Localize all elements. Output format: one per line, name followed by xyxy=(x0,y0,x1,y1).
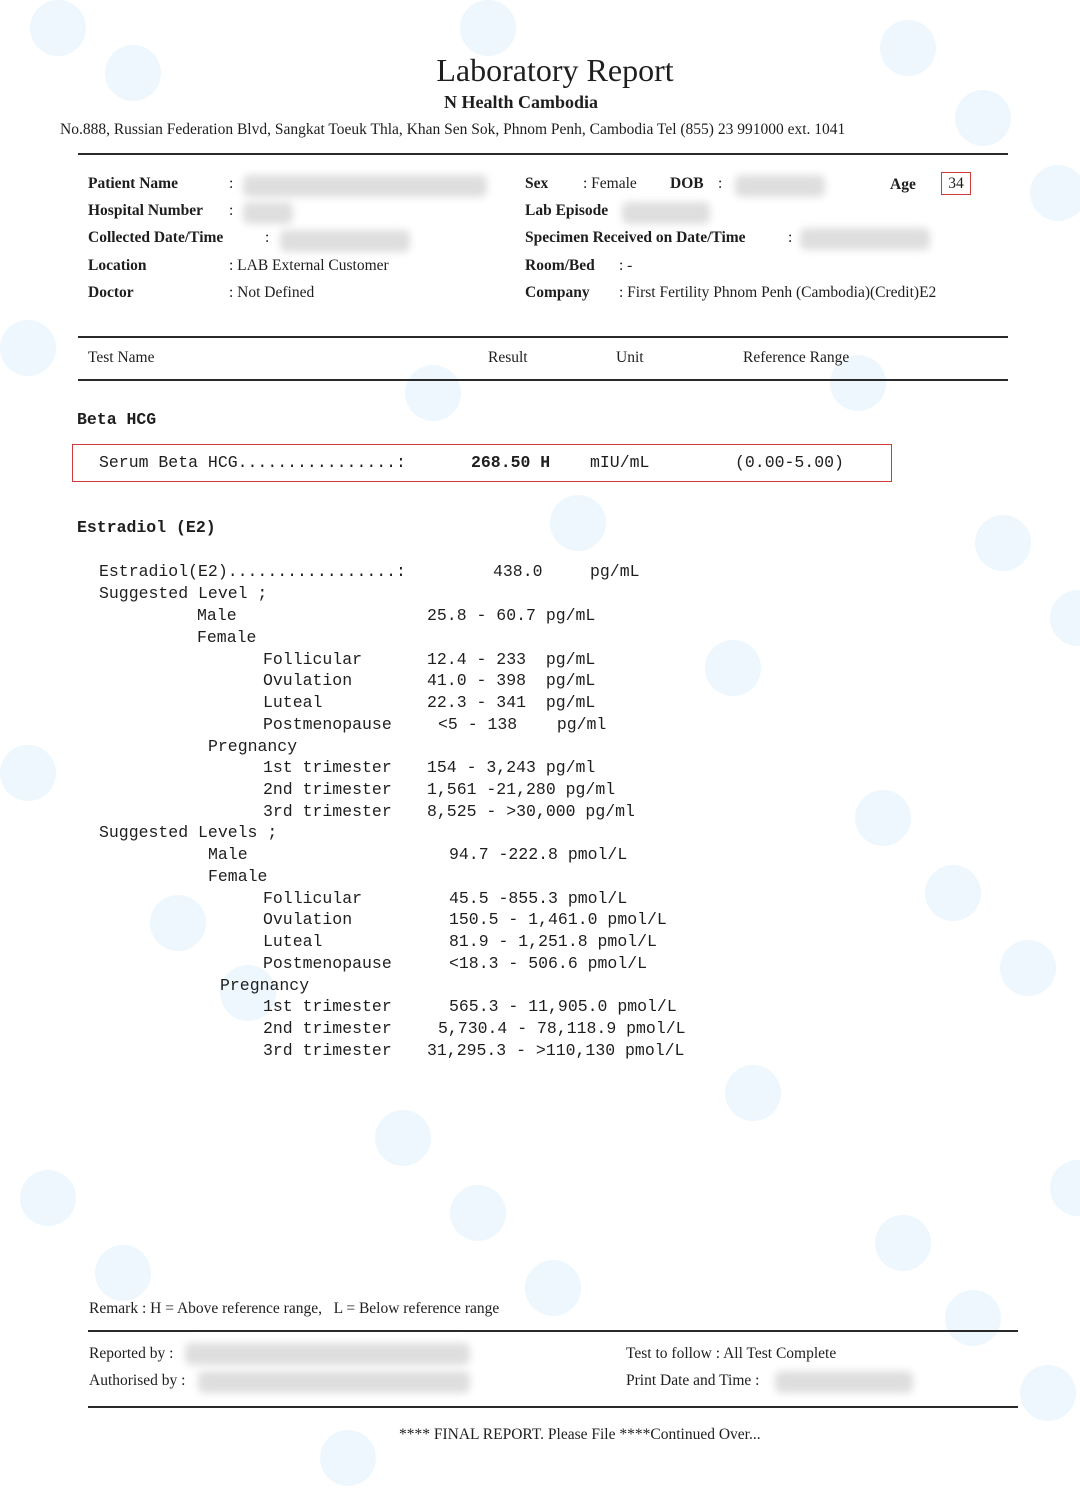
final-report-note: **** FINAL REPORT. Please File ****Continued Over... xyxy=(399,1426,761,1443)
divider xyxy=(88,1406,1018,1408)
patient-name-label: Patient Name xyxy=(88,175,178,192)
colon: : xyxy=(788,229,793,246)
list-item: Ovulation xyxy=(263,910,353,929)
redacted-reported-by xyxy=(185,1343,470,1365)
list-item: Postmenopause xyxy=(263,954,392,973)
list-item: <5 - 138 pg/ml xyxy=(438,715,607,734)
list-item: 12.4 - 233 pg/mL xyxy=(427,650,596,669)
list-item: Male xyxy=(208,845,248,864)
header-unit: Unit xyxy=(616,349,644,366)
list-item: 1st trimester xyxy=(263,997,392,1016)
list-item: 1st trimester xyxy=(263,758,392,777)
estradiol-unit: pg/mL xyxy=(590,562,640,581)
list-item: 2nd trimester xyxy=(263,1019,392,1038)
list-item: 22.3 - 341 pg/mL xyxy=(427,693,596,712)
list-item: Female xyxy=(197,628,257,647)
list-item: 31,295.3 - >110,130 pmol/L xyxy=(427,1041,685,1060)
room-label: Room/Bed xyxy=(525,257,595,274)
remark: Remark : H = Above reference range, L = Below reference range xyxy=(89,1300,500,1317)
room-value: : - xyxy=(619,257,633,274)
list-item: 150.5 - 1,461.0 pmol/L xyxy=(449,910,667,929)
header-reference-range: Reference Range xyxy=(743,349,850,366)
redacted-hospital-number xyxy=(243,202,293,224)
list-item: 3rd trimester xyxy=(263,1041,392,1060)
list-item: 41.0 - 398 pg/mL xyxy=(427,671,596,690)
company-value: : First Fertility Phnom Penh (Cambodia)(Credit)E2 xyxy=(619,284,937,301)
location-label: Location xyxy=(88,257,147,274)
redacted-dob xyxy=(735,175,825,197)
divider xyxy=(88,1330,1018,1332)
list-item: Luteal xyxy=(263,693,323,712)
list-item: Female xyxy=(208,867,268,886)
test-to-follow: Test to follow : All Test Complete xyxy=(626,1345,837,1362)
list-item: 8,525 - >30,000 pg/ml xyxy=(427,802,635,821)
list-item: Ovulation xyxy=(263,671,353,690)
redacted-specimen xyxy=(800,228,930,250)
sex-label: Sex xyxy=(525,175,549,192)
redacted-collected xyxy=(280,230,410,252)
list-item: 5,730.4 - 78,118.9 pmol/L xyxy=(438,1019,686,1038)
doctor-value: : Not Defined xyxy=(229,284,315,301)
list-item: 1,561 -21,280 pg/ml xyxy=(427,780,616,799)
address: No.888, Russian Federation Blvd, Sangkat Toeuk Thla, Khan Sen Sok, Phnom Penh, Cambodia Tel (855) 23 991000 ext. 1041 xyxy=(60,121,846,138)
redacted-authorised-by xyxy=(198,1371,470,1393)
hospital-number-label: Hospital Number xyxy=(88,202,203,219)
list-item: Pregnancy xyxy=(208,737,298,756)
redacted-patient-name xyxy=(243,175,487,197)
header-result: Result xyxy=(488,349,528,366)
reported-by-label: Reported by : xyxy=(89,1345,174,1362)
list-item: 3rd trimester xyxy=(263,802,392,821)
beta-hcg-result: 268.50 H xyxy=(471,453,551,472)
list-item: Follicular xyxy=(263,650,363,669)
colon: : xyxy=(265,229,270,246)
report-title: Laboratory Report xyxy=(436,52,674,88)
age-label: Age xyxy=(890,176,916,193)
beta-hcg-test: Serum Beta HCG................: xyxy=(99,453,406,472)
list-item: 565.3 - 11,905.0 pmol/L xyxy=(449,997,677,1016)
dob-label: DOB xyxy=(670,175,704,192)
list-item: Male xyxy=(197,606,237,625)
list-item: 45.5 -855.3 pmol/L xyxy=(449,889,628,908)
sex-value: : Female xyxy=(583,175,637,192)
list-item: Luteal xyxy=(263,932,323,951)
redacted-lab-episode xyxy=(622,202,710,224)
print-date-label: Print Date and Time : xyxy=(626,1372,760,1389)
collected-label: Collected Date/Time xyxy=(88,229,224,246)
estradiol-result: 438.0 xyxy=(493,562,543,581)
authorised-by-label: Authorised by : xyxy=(89,1372,186,1389)
location-value: : LAB External Customer xyxy=(229,257,389,274)
list-item: Suggested Level ; xyxy=(99,584,268,603)
header-test-name: Test Name xyxy=(88,349,155,366)
list-item: 81.9 - 1,251.8 pmol/L xyxy=(449,932,657,951)
age-value: 34 xyxy=(941,172,971,195)
organization-name: N Health Cambodia xyxy=(443,92,598,112)
divider xyxy=(78,379,1008,381)
list-item: Postmenopause xyxy=(263,715,392,734)
colon: : xyxy=(718,175,723,192)
section-beta-hcg: Beta HCG xyxy=(77,410,157,429)
redacted-print-date xyxy=(775,1371,913,1393)
list-item: 25.8 - 60.7 pg/mL xyxy=(427,606,596,625)
estradiol-test: Estradiol(E2).................: xyxy=(99,562,406,581)
list-item: Pregnancy xyxy=(220,976,310,995)
list-item: Suggested Levels ; xyxy=(99,823,278,842)
list-item: <18.3 - 506.6 pmol/L xyxy=(449,954,648,973)
divider xyxy=(78,153,1008,155)
list-item: Follicular xyxy=(263,889,363,908)
company-label: Company xyxy=(525,284,590,301)
beta-hcg-range: (0.00-5.00) xyxy=(735,453,844,472)
list-item: 94.7 -222.8 pmol/L xyxy=(449,845,628,864)
list-item: 2nd trimester xyxy=(263,780,392,799)
section-estradiol: Estradiol (E2) xyxy=(77,518,216,537)
colon: : xyxy=(229,202,234,219)
list-item: 154 - 3,243 pg/ml xyxy=(427,758,596,777)
beta-hcg-unit: mIU/mL xyxy=(590,453,650,472)
doctor-label: Doctor xyxy=(88,284,134,301)
divider xyxy=(78,336,1008,338)
specimen-label: Specimen Received on Date/Time xyxy=(525,229,746,246)
lab-episode-label: Lab Episode xyxy=(525,202,609,219)
colon: : xyxy=(229,175,234,192)
